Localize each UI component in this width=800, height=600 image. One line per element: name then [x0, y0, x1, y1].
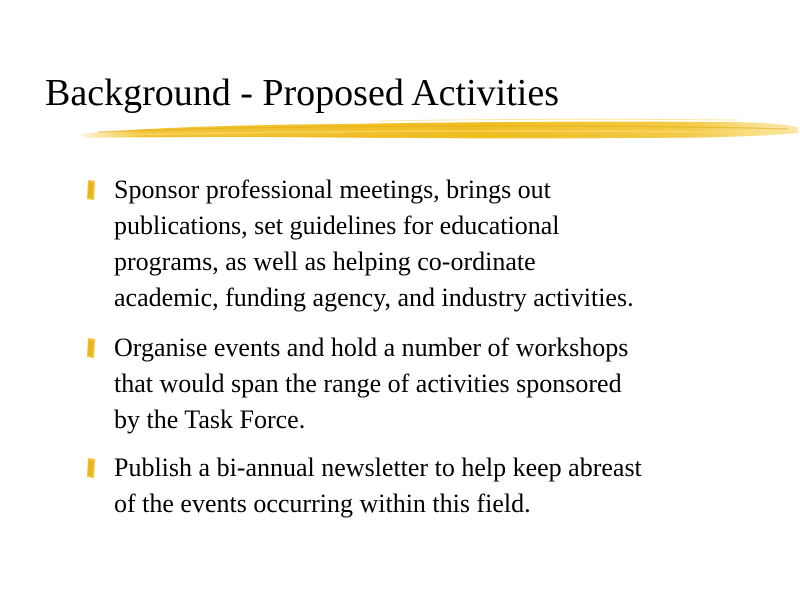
- bullet-brush-icon: [85, 457, 97, 479]
- bullet-text: Publish a bi-annual newsletter to help keep abreast of the events occurring within this field.: [114, 453, 642, 518]
- bullet-text: Organise events and hold a number of workshops that would span the range of activities sponsored by the Task Force.: [114, 333, 629, 434]
- bullet-text: Sponsor professional meetings, brings out publications, set guidelines for educational programs, as well as helping co-ordinate academic, funding agency, and industry activities.: [114, 175, 634, 312]
- slide-title: Background - Proposed Activities: [45, 72, 559, 114]
- bullet-brush-icon: [85, 179, 97, 201]
- bullet-brush-icon: [85, 337, 97, 359]
